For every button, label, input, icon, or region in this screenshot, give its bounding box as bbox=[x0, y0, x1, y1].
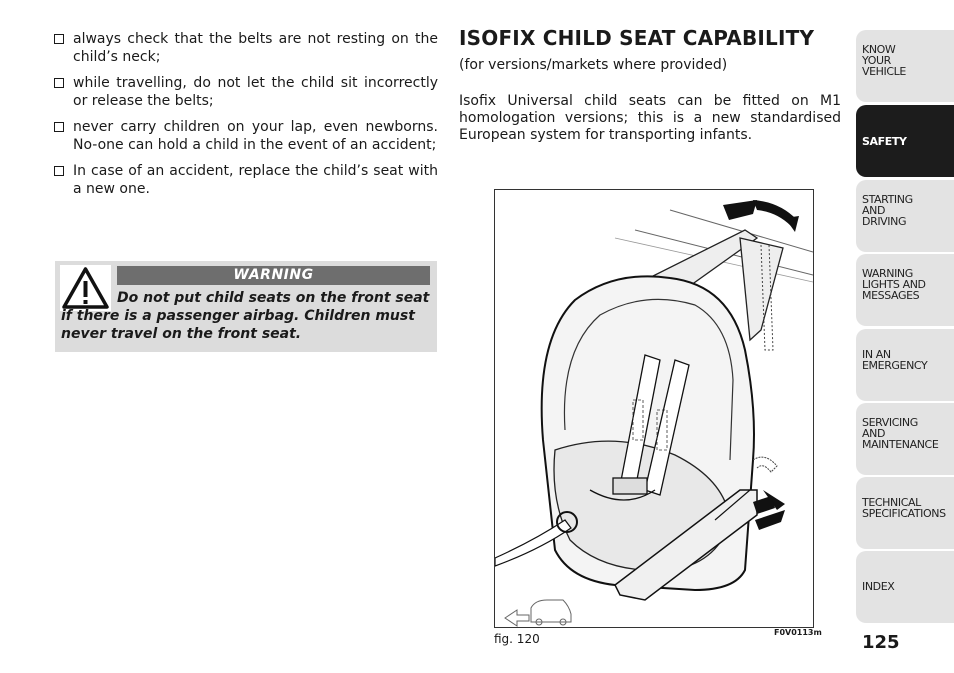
section-title: ISOFIX CHILD SEAT CAPABILITY bbox=[459, 26, 815, 50]
bullet-list bbox=[54, 30, 438, 206]
tab-know-your-vehicle[interactable]: KNOW YOUR VEHICLE bbox=[856, 30, 954, 102]
figure-code: F0V0113m bbox=[774, 628, 822, 637]
checkbox-bullet-icon bbox=[54, 122, 64, 132]
section-subtitle: (for versions/markets where provided) bbox=[459, 57, 728, 73]
tab-technical-specifications[interactable]: TECHNICAL SPECIFICATIONS bbox=[856, 477, 954, 549]
list-item: always check that the belts are not resting on the child’s neck; bbox=[54, 30, 438, 66]
section-paragraph: Isofix Universal child seats can be fitted on M1 homologation versions; this is a new standardised European system for transporting infants. bbox=[459, 93, 841, 143]
child-seat-illustration bbox=[494, 189, 814, 628]
checkbox-bullet-icon bbox=[54, 34, 64, 44]
tab-safety[interactable]: SAFETY bbox=[856, 105, 954, 177]
warning-box bbox=[55, 261, 437, 352]
figure-caption: fig. 120 bbox=[494, 632, 540, 646]
tab-starting-and-driving[interactable]: STARTING AND DRIVING bbox=[856, 180, 954, 252]
tab-index[interactable]: INDEX bbox=[856, 551, 954, 623]
car-direction-icon bbox=[505, 600, 571, 626]
tab-servicing-and-maintenance[interactable]: SERVICING AND MAINTENANCE bbox=[856, 403, 954, 475]
list-item: while travelling, do not let the child sit incorrectly or release the belts; bbox=[54, 74, 438, 110]
warning-text: Do not put child seats on the front seat if there is a passenger airbag. Children must never travel on the front seat. bbox=[61, 290, 430, 342]
list-item: In case of an accident, replace the child’s seat with a new one. bbox=[54, 162, 438, 198]
checkbox-bullet-icon bbox=[54, 166, 64, 176]
warning-label: WARNING bbox=[117, 266, 430, 285]
checkbox-bullet-icon bbox=[54, 78, 64, 88]
list-item: never carry children on your lap, even newborns. No-one can hold a child in the event of an accident; bbox=[54, 118, 438, 154]
tab-warning-lights-and-messages[interactable]: WARNING LIGHTS AND MESSAGES bbox=[856, 254, 954, 326]
tab-in-an-emergency[interactable]: IN AN EMERGENCY bbox=[856, 329, 954, 401]
page-number: 125 bbox=[862, 632, 900, 653]
